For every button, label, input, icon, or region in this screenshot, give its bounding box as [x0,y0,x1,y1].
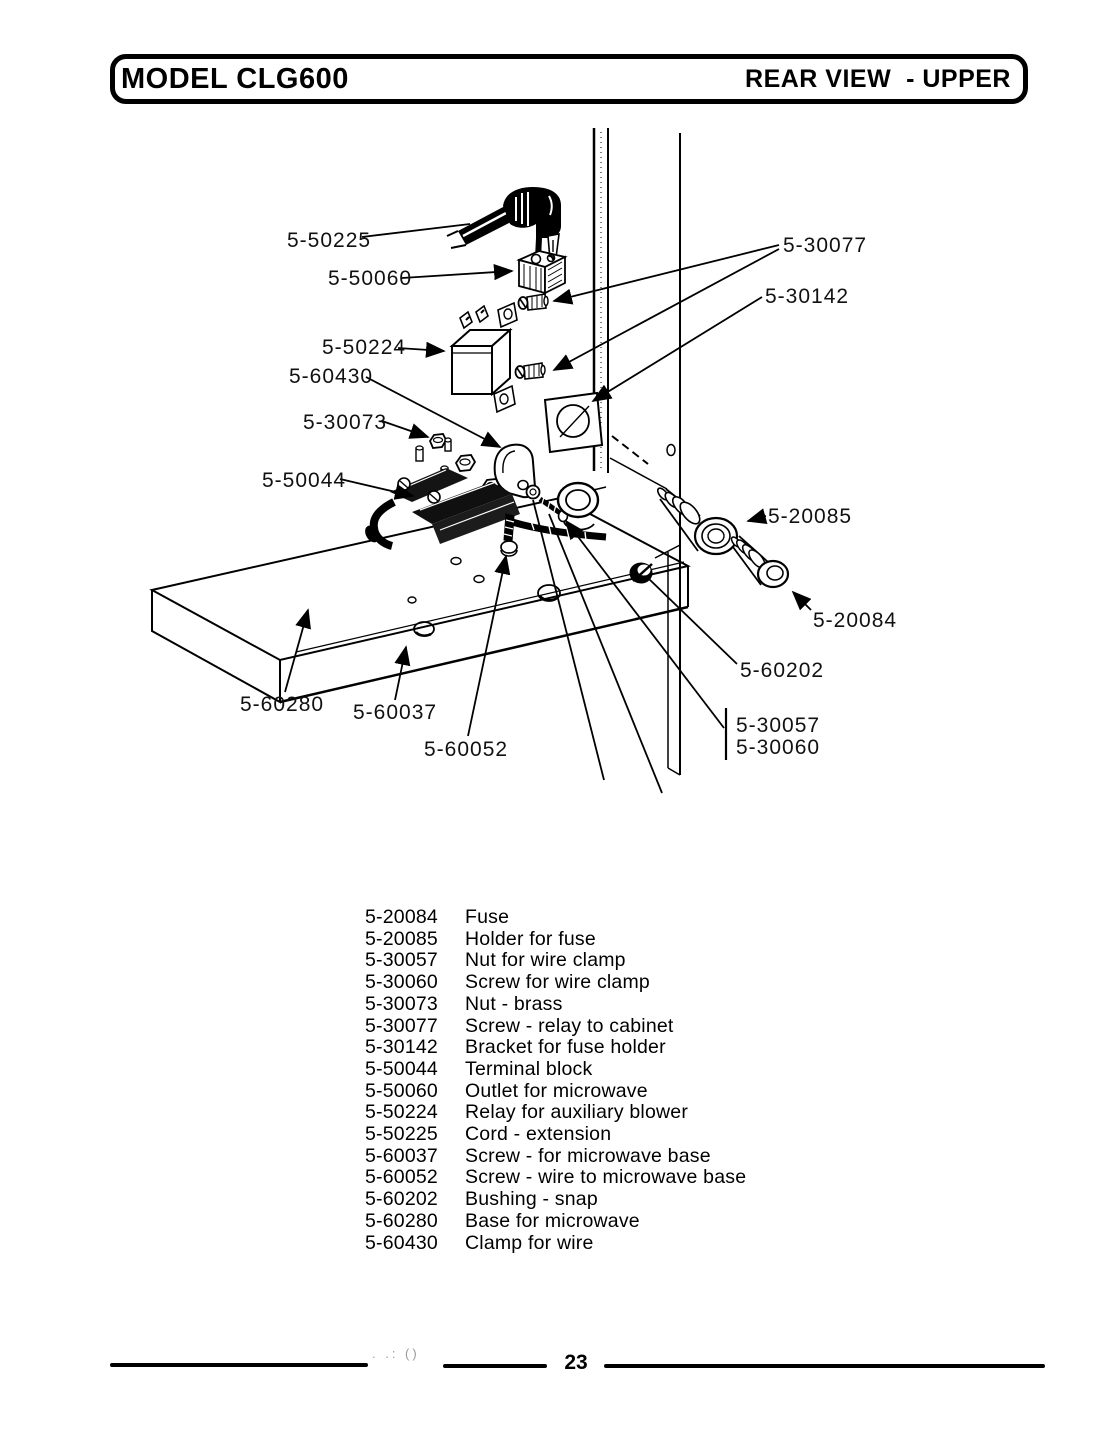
base-for-microwave [152,487,688,702]
callout-5-30142: 5-30142 [765,285,850,308]
callout-5-20085: 5-20085 [768,505,853,528]
footer-stray-marks: . .: () [372,1346,420,1361]
part-number: 5-30073 [365,992,438,1015]
part-description: Cord - extension [465,1123,612,1146]
fuse [730,535,788,587]
part-number: 5-60052 [365,1166,438,1189]
part-number: 5-20084 [365,906,438,928]
callout-5-60430: 5-60430 [289,365,374,388]
callout-5-30057: 5-30057 [736,714,821,737]
part-number: 5-50225 [365,1123,438,1146]
model-title: MODEL CLG600 [121,62,349,95]
part-description: Relay for auxiliary blower [465,1101,689,1124]
parts-list-row [365,1124,746,1146]
callout-5-30060: 5-30060 [736,736,821,759]
callout-5-30077: 5-30077 [783,234,868,257]
callout-5-50224: 5-50224 [322,336,407,359]
parts-list [365,907,746,1254]
parts-list-row [365,1102,746,1124]
part-description: Terminal block [465,1057,593,1080]
part-number: 5-60280 [365,1209,438,1232]
parts-list-row [365,1059,746,1081]
extension-cord [447,187,561,260]
view-title: REAR VIEW - UPPER [745,64,1011,93]
part-number: 5-60202 [365,1188,438,1211]
callout-5-20084: 5-20084 [813,609,898,632]
part-number: 5-50060 [365,1079,438,1102]
callout-5-50225: 5-50225 [287,229,372,252]
part-description: Fuse [465,906,510,928]
part-number: 5-60037 [365,1144,438,1167]
cabinet-panel [594,128,680,545]
parts-list-row [365,1037,746,1059]
footer-rule-left [110,1363,368,1367]
part-description: Screw - relay to cabinet [465,1014,674,1037]
footer-rule-right [604,1364,1045,1368]
callout-5-50044: 5-50044 [262,469,347,492]
parts-list-row [365,972,746,994]
part-number: 5-60430 [365,1231,438,1254]
part-description: Bracket for fuse holder [465,1036,666,1059]
part-number: 5-30060 [365,971,438,994]
callout-5-60280: 5-60280 [240,693,325,716]
callout-5-50060: 5-50060 [328,267,413,290]
callout-5-60052: 5-60052 [424,738,509,761]
parts-list-row [365,1167,746,1189]
parts-list-row [365,1233,746,1255]
callout-5-60202: 5-60202 [740,659,825,682]
parts-list-row [365,994,746,1016]
parts-list-row [365,1016,746,1038]
parts-list-row [365,1146,746,1168]
part-number: 5-20085 [365,927,438,950]
part-description: Base for microwave [465,1209,640,1232]
microwave-outlet [519,251,565,293]
part-description: Holder for fuse [465,927,596,950]
part-description: Outlet for microwave [465,1079,648,1102]
relay-screws [516,294,549,379]
parts-list-row [365,907,746,929]
page-number: 23 [564,1351,588,1374]
callout-5-30073: 5-30073 [303,411,388,434]
part-description: Nut for wire clamp [465,949,626,972]
parts-list-row [365,1189,746,1211]
part-description: Nut - brass [465,992,563,1015]
part-number: 5-30077 [365,1014,438,1037]
parts-list-row [365,1211,746,1233]
part-description: Bushing - snap [465,1188,598,1211]
callout-5-60037: 5-60037 [353,701,438,724]
fuse-holder [656,486,737,554]
parts-list-row [365,929,746,951]
fuse-holder-bracket [545,393,602,452]
part-description: Screw for wire clamp [465,971,650,994]
blower-relay [452,303,517,412]
parts-list-row [365,950,746,972]
part-description: Screw - wire to microwave base [465,1166,747,1189]
part-number: 5-30142 [365,1036,438,1059]
part-number: 5-50224 [365,1101,438,1124]
part-description: Screw - for microwave base [465,1144,711,1167]
footer-rule-mid [443,1364,547,1368]
parts-list-row [365,1081,746,1103]
part-number: 5-50044 [365,1057,438,1080]
part-number: 5-30057 [365,949,438,972]
part-description: Clamp for wire [465,1231,594,1254]
